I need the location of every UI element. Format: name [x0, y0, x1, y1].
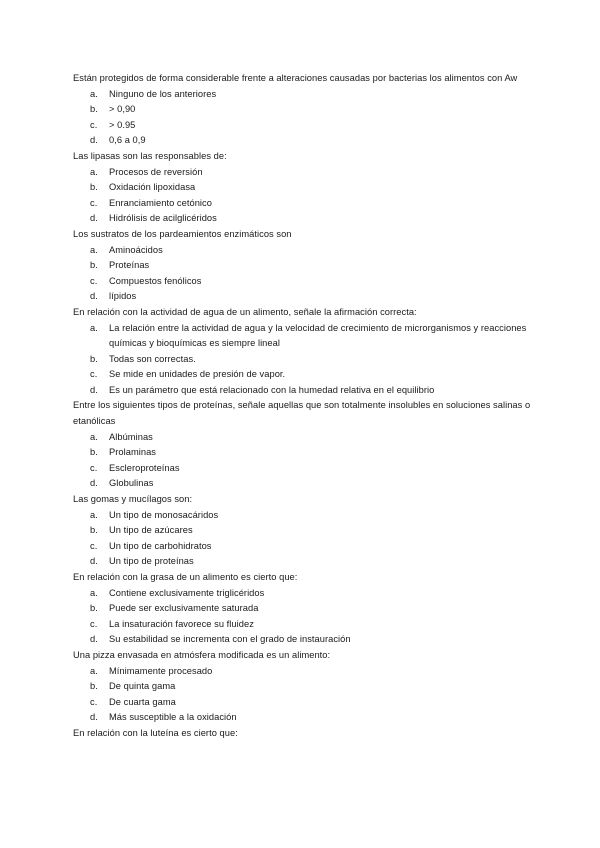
option-letter: a.	[90, 665, 98, 676]
option-item	[73, 664, 533, 680]
option-letter: a.	[90, 509, 98, 520]
option-text: Más susceptible a la oxidación	[109, 712, 237, 723]
option-text: Albúminas	[109, 431, 153, 442]
option-text: Escleroproteínas	[109, 462, 180, 473]
option-item	[73, 461, 533, 477]
question-text: Entre los siguientes tipos de proteínas, señale aquellas que son totalmente insolubles en soluciones salinas o etanólicas	[73, 400, 531, 427]
option-list	[73, 664, 533, 726]
option-text: Enranciamiento cetónico	[109, 197, 212, 208]
option-text: Un tipo de azúcares	[109, 525, 193, 536]
option-text: Todas son correctas.	[109, 353, 196, 364]
option-item	[73, 87, 533, 103]
option-letter: d.	[90, 384, 98, 395]
question-text: En relación con la actividad de agua de un alimento, señale la afirmación correcta:	[73, 306, 417, 317]
option-text: > 0,90	[109, 104, 136, 115]
option-item	[73, 165, 533, 181]
question-text: En relación con la grasa de un alimento es cierto que:	[73, 572, 298, 582]
option-item	[73, 258, 533, 274]
option-letter: d.	[90, 213, 98, 224]
option-letter: b.	[90, 353, 98, 364]
option-item	[73, 632, 533, 648]
option-text: De cuarta gama	[109, 696, 176, 707]
option-letter: d.	[90, 135, 98, 146]
option-item	[73, 133, 533, 149]
option-letter: c.	[90, 369, 98, 380]
option-text: 0,6 a 0,9	[109, 135, 146, 146]
option-item	[73, 102, 533, 118]
option-text: Mínimamente procesado	[109, 665, 213, 676]
option-text: De quinta gama	[109, 681, 176, 692]
option-text: Compuestos fenólicos	[109, 275, 202, 286]
option-item	[73, 367, 533, 383]
option-item	[73, 352, 533, 368]
option-list	[73, 243, 533, 305]
question-5	[73, 398, 533, 492]
option-letter: b.	[90, 681, 98, 692]
option-letter: d.	[90, 291, 98, 302]
option-list	[73, 87, 533, 149]
question-text: Están protegidos de forma considerable frente a alteraciones causadas por bacterias los alimentos con Aw	[73, 73, 518, 83]
option-item	[73, 180, 533, 196]
option-letter: b.	[90, 104, 98, 115]
option-item	[73, 554, 533, 570]
option-list	[73, 430, 533, 492]
option-text: Es un parámetro que está relacionado con la humedad relativa en el equilibrio	[109, 384, 435, 395]
question-8	[73, 648, 533, 726]
option-letter: d.	[90, 556, 98, 567]
option-item	[73, 243, 533, 259]
option-text: Un tipo de monosacáridos	[109, 509, 219, 520]
question-3	[73, 227, 533, 305]
option-letter: c.	[90, 618, 98, 629]
option-letter: b.	[90, 182, 98, 193]
question-text: Las lipasas son las responsables de:	[73, 150, 227, 161]
option-text: lípidos	[109, 291, 137, 302]
option-letter: a.	[90, 244, 98, 255]
option-item	[73, 523, 533, 539]
option-text: > 0.95	[109, 119, 136, 130]
option-item	[73, 196, 533, 212]
option-text: Ninguno de los anteriores	[109, 88, 217, 99]
option-text: La insaturación favorece su fluidez	[109, 618, 254, 629]
question-text: Los sustratos de los pardeamientos enzimáticos son	[73, 228, 292, 239]
option-item	[73, 695, 533, 711]
option-item	[73, 601, 533, 617]
option-text: Procesos de reversión	[109, 166, 203, 177]
option-letter: c.	[90, 275, 98, 286]
option-letter: a.	[90, 587, 98, 598]
option-text: Contiene exclusivamente triglicéridos	[109, 587, 265, 598]
question-text: Una pizza envasada en atmósfera modificada es un alimento:	[73, 649, 331, 660]
question-1	[73, 71, 533, 149]
option-list	[73, 165, 533, 227]
option-item	[73, 539, 533, 555]
option-list	[73, 508, 533, 570]
option-letter: c.	[90, 540, 98, 551]
option-item	[73, 289, 533, 305]
option-letter: c.	[90, 197, 98, 208]
option-letter: a.	[90, 88, 98, 99]
option-letter: b.	[90, 525, 98, 536]
option-item	[73, 617, 533, 633]
option-text: Prolaminas	[109, 447, 157, 458]
option-list	[73, 586, 533, 648]
option-item	[73, 118, 533, 134]
option-letter: c.	[90, 119, 98, 130]
option-text: Globulinas	[109, 478, 154, 489]
option-item	[73, 710, 533, 726]
option-text: Proteínas	[109, 260, 150, 271]
option-text: Puede ser exclusivamente saturada	[109, 603, 259, 614]
option-item	[73, 586, 533, 602]
option-letter: b.	[90, 447, 98, 458]
question-text: En relación con la luteína es cierto que:	[73, 727, 238, 738]
option-letter: a.	[90, 431, 98, 442]
option-letter: c.	[90, 462, 98, 473]
option-letter: d.	[90, 634, 98, 645]
option-text: Un tipo de carbohidratos	[109, 540, 212, 551]
option-letter: c.	[90, 696, 98, 707]
option-item	[73, 679, 533, 695]
option-item	[73, 445, 533, 461]
option-text: Se mide en unidades de presión de vapor.	[109, 369, 286, 380]
option-text: Oxidación lipoxidasa	[109, 182, 196, 193]
option-item	[73, 321, 533, 352]
option-item	[73, 476, 533, 492]
option-text: Hidrólisis de acilglicéridos	[109, 213, 217, 224]
option-item	[73, 211, 533, 227]
question-9	[73, 726, 533, 742]
option-letter: b.	[90, 603, 98, 614]
option-item	[73, 274, 533, 290]
option-item	[73, 383, 533, 399]
question-text: Las gomas y mucílagos son:	[73, 494, 193, 505]
option-text: La relación entre la actividad de agua y la velocidad de crecimiento de microrganismos y reacciones químicas y bioquímicas es siempre lineal	[109, 322, 527, 349]
option-letter: a.	[90, 322, 98, 333]
question-2	[73, 149, 533, 227]
option-text: Un tipo de proteínas	[109, 556, 194, 567]
option-text: Su estabilidad se incrementa con el grado de instauración	[109, 634, 351, 645]
option-list	[73, 321, 533, 399]
question-7	[73, 570, 533, 648]
document-page	[73, 71, 533, 742]
option-letter: b.	[90, 260, 98, 271]
question-6	[73, 492, 533, 570]
option-letter: a.	[90, 166, 98, 177]
option-item	[73, 508, 533, 524]
option-letter: d.	[90, 712, 98, 723]
option-item	[73, 430, 533, 446]
option-text: Aminoácidos	[109, 244, 163, 255]
question-4	[73, 305, 533, 399]
option-letter: d.	[90, 478, 98, 489]
